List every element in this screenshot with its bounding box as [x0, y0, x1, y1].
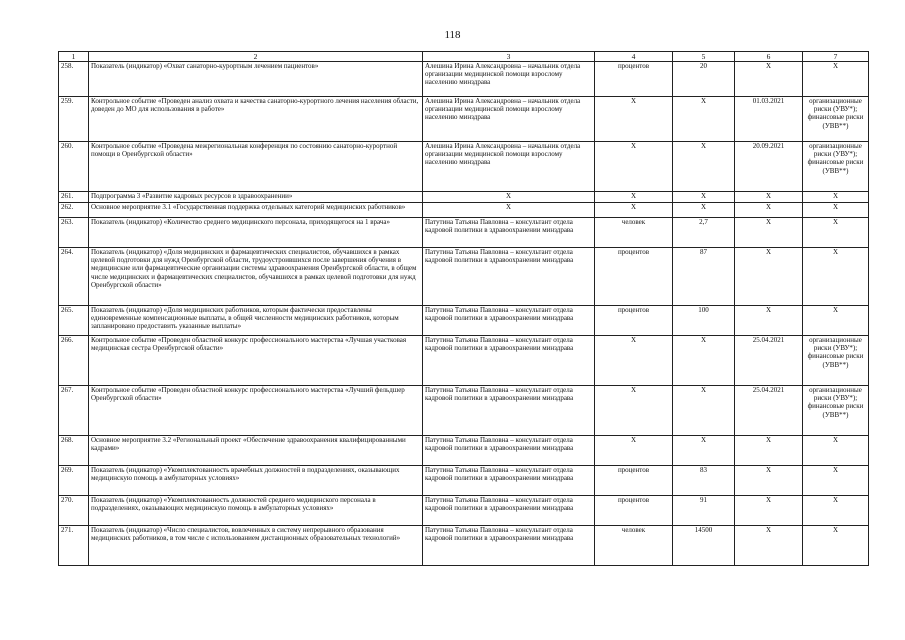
- row-value: 83: [673, 466, 735, 496]
- table-row: [59, 466, 869, 496]
- row-number: 259.: [59, 97, 89, 142]
- row-number: 262.: [59, 203, 89, 218]
- row-risk: организационные риски (УВУ*); финансовые риски (УВВ**): [803, 142, 869, 192]
- row-unit: Х: [595, 386, 673, 436]
- column-number: 7: [803, 52, 869, 62]
- row-risk: организационные риски (УВУ*); финансовые риски (УВВ**): [803, 336, 869, 386]
- row-number: 269.: [59, 466, 89, 496]
- column-number: 2: [89, 52, 423, 62]
- row-date: Х: [735, 306, 803, 336]
- row-value: Х: [673, 436, 735, 466]
- row-number: 263.: [59, 218, 89, 248]
- row-responsible: Патутина Татьяна Павловна – консультант отдела кадровой политики в здравоохранении минздрава: [423, 218, 595, 248]
- table-row: [59, 62, 869, 97]
- row-description: Контрольное событие «Проведен анализ охвата и качества санаторно-курортного лечения населения области, доведен до МО для использования в работе»: [89, 97, 423, 142]
- column-number: 6: [735, 52, 803, 62]
- row-responsible: Х: [423, 192, 595, 203]
- row-description: Основное мероприятие 3.1 «Государственная поддержка отдельных категорий медицинских работников»: [89, 203, 423, 218]
- row-value: Х: [673, 336, 735, 386]
- row-value: 91: [673, 496, 735, 526]
- row-unit: процентов: [595, 496, 673, 526]
- row-number: 265.: [59, 306, 89, 336]
- row-value: Х: [673, 192, 735, 203]
- row-value: Х: [673, 386, 735, 436]
- row-value: Х: [673, 97, 735, 142]
- row-unit: процентов: [595, 306, 673, 336]
- row-responsible: Патутина Татьяна Павловна – консультант отдела кадровой политики в здравоохранении минздрава: [423, 386, 595, 436]
- row-date: 20.09.2021: [735, 142, 803, 192]
- table-row: [59, 306, 869, 336]
- row-risk: Х: [803, 526, 869, 566]
- row-responsible: Алешина Ирина Александровна – начальник отдела организации медицинской помощи взрослому населению минздрава: [423, 62, 595, 97]
- row-description: Контрольное событие «Проведен областной конкурс профессионального мастерства «Лучшая участковая медицинская сестра Оренбургской области»: [89, 336, 423, 386]
- row-unit: человек: [595, 218, 673, 248]
- row-description: Показатель (индикатор) «Число специалистов, вовлеченных в систему непрерывного образования медицинских работников, в том числе с использованием дистанционных образовательных технологий»: [89, 526, 423, 566]
- row-responsible: Алешина Ирина Александровна – начальник отдела организации медицинской помощи взрослому населению минздрава: [423, 97, 595, 142]
- row-risk: организационные риски (УВУ*); финансовые риски (УВВ**): [803, 386, 869, 436]
- table-row: [59, 192, 869, 203]
- row-date: Х: [735, 436, 803, 466]
- row-date: Х: [735, 496, 803, 526]
- table-row: [59, 436, 869, 466]
- row-value: 2,7: [673, 218, 735, 248]
- row-description: Подпрограмма 3 «Развитие кадровых ресурсов в здравоохранении»: [89, 192, 423, 203]
- row-number: 258.: [59, 62, 89, 97]
- row-date: Х: [735, 192, 803, 203]
- row-date: Х: [735, 203, 803, 218]
- row-date: 25.04.2021: [735, 386, 803, 436]
- row-date: 25.04.2021: [735, 336, 803, 386]
- row-responsible: Х: [423, 203, 595, 218]
- table-row: [59, 142, 869, 192]
- row-risk: Х: [803, 306, 869, 336]
- row-unit: Х: [595, 192, 673, 203]
- row-number: 271.: [59, 526, 89, 566]
- row-value: 87: [673, 248, 735, 306]
- row-risk: организационные риски (УВУ*); финансовые риски (УВВ**): [803, 97, 869, 142]
- row-responsible: Патутина Татьяна Павловна – консультант отдела кадровой политики в здравоохранении минздрава: [423, 466, 595, 496]
- table-row: [59, 218, 869, 248]
- row-value: 14500: [673, 526, 735, 566]
- row-number: 268.: [59, 436, 89, 466]
- row-responsible: Патутина Татьяна Павловна – консультант отдела кадровой политики в здравоохранении минздрава: [423, 496, 595, 526]
- table-row: [59, 203, 869, 218]
- row-risk: Х: [803, 466, 869, 496]
- row-responsible: Патутина Татьяна Павловна – консультант отдела кадровой политики в здравоохранении минздрава: [423, 306, 595, 336]
- row-description: Показатель (индикатор) «Укомплектованность врачебных должностей в подразделениях, оказывающих медицинскую помощь в амбулаторных условиях»: [89, 466, 423, 496]
- row-number: 264.: [59, 248, 89, 306]
- row-number: 267.: [59, 386, 89, 436]
- row-date: 01.03.2021: [735, 97, 803, 142]
- row-number: 270.: [59, 496, 89, 526]
- row-description: Показатель (индикатор) «Доля медицинских и фармацевтических специалистов, обучавшихся в рамках целевой подготовки для нужд Оренбургской области, трудоустроившихся после завершения обучения в медицинские или фармацевтические организации системы здравоохранения Оренбургской области, в общем числе медицинских и фармацевтических специалистов, обучавшихся в рамках целевой подготовки для нужд Оренбургской области»: [89, 248, 423, 306]
- row-value: 20: [673, 62, 735, 97]
- row-value: Х: [673, 203, 735, 218]
- row-risk: Х: [803, 192, 869, 203]
- row-date: Х: [735, 248, 803, 306]
- row-description: Основное мероприятие 3.2 «Региональный проект «Обеспечение здравоохранения квалифицированными кадрами»: [89, 436, 423, 466]
- column-number: 3: [423, 52, 595, 62]
- row-responsible: Патутина Татьяна Павловна – консультант отдела кадровой политики в здравоохранении минздрава: [423, 436, 595, 466]
- row-unit: Х: [595, 436, 673, 466]
- row-unit: Х: [595, 142, 673, 192]
- row-unit: Х: [595, 97, 673, 142]
- row-risk: Х: [803, 218, 869, 248]
- row-responsible: Патутина Татьяна Павловна – консультант отдела кадровой политики в здравоохранении минздрава: [423, 336, 595, 386]
- row-risk: Х: [803, 496, 869, 526]
- table-row: [59, 97, 869, 142]
- table-row: [59, 248, 869, 306]
- row-description: Контрольное событие «Проведена межрегиональная конференция по состоянию санаторно-курортной помощи в Оренбургской области»: [89, 142, 423, 192]
- row-unit: процентов: [595, 62, 673, 97]
- column-number: 4: [595, 52, 673, 62]
- column-number: 1: [59, 52, 89, 62]
- row-date: Х: [735, 526, 803, 566]
- row-responsible: Патутина Татьяна Павловна – консультант отдела кадровой политики в здравоохранении минздрава: [423, 526, 595, 566]
- column-number-row: [59, 52, 869, 62]
- row-date: Х: [735, 466, 803, 496]
- row-description: Контрольное событие «Проведен областной конкурс профессионального мастерства «Лучший фельдшер Оренбургской области»: [89, 386, 423, 436]
- row-risk: Х: [803, 62, 869, 97]
- row-unit: процентов: [595, 248, 673, 306]
- row-responsible: Алешина Ирина Александровна – начальник отдела организации медицинской помощи взрослому населению минздрава: [423, 142, 595, 192]
- plan-table: [58, 51, 869, 566]
- row-description: Показатель (индикатор) «Доля медицинских работников, которым фактически предоставлены единовременные компенсационные выплаты, в общей численности медицинских работников, которым запланировано предоставить указанные выплаты»: [89, 306, 423, 336]
- table-row: [59, 496, 869, 526]
- row-date: Х: [735, 218, 803, 248]
- row-unit: человек: [595, 526, 673, 566]
- column-number: 5: [673, 52, 735, 62]
- row-unit: процентов: [595, 466, 673, 496]
- row-description: Показатель (индикатор) «Укомплектованность должностей среднего медицинского персонала в подразделениях, оказывающих медицинскую помощь в амбулаторных условиях»: [89, 496, 423, 526]
- page-number: 118: [444, 29, 461, 41]
- row-description: Показатель (индикатор) «Количество среднего медицинского персонала, приходящегося на 1 врача»: [89, 218, 423, 248]
- row-date: Х: [735, 62, 803, 97]
- row-value: Х: [673, 142, 735, 192]
- row-number: 260.: [59, 142, 89, 192]
- table-row: [59, 526, 869, 566]
- table-row: [59, 386, 869, 436]
- row-risk: Х: [803, 248, 869, 306]
- row-number: 266.: [59, 336, 89, 386]
- row-description: Показатель (индикатор) «Охват санаторно-курортным лечением пациентов»: [89, 62, 423, 97]
- row-number: 261.: [59, 192, 89, 203]
- row-risk: Х: [803, 203, 869, 218]
- table-row: [59, 336, 869, 386]
- row-unit: Х: [595, 203, 673, 218]
- row-risk: Х: [803, 436, 869, 466]
- row-value: 100: [673, 306, 735, 336]
- row-unit: Х: [595, 336, 673, 386]
- row-responsible: Патутина Татьяна Павловна – консультант отдела кадровой политики в здравоохранении минздрава: [423, 248, 595, 306]
